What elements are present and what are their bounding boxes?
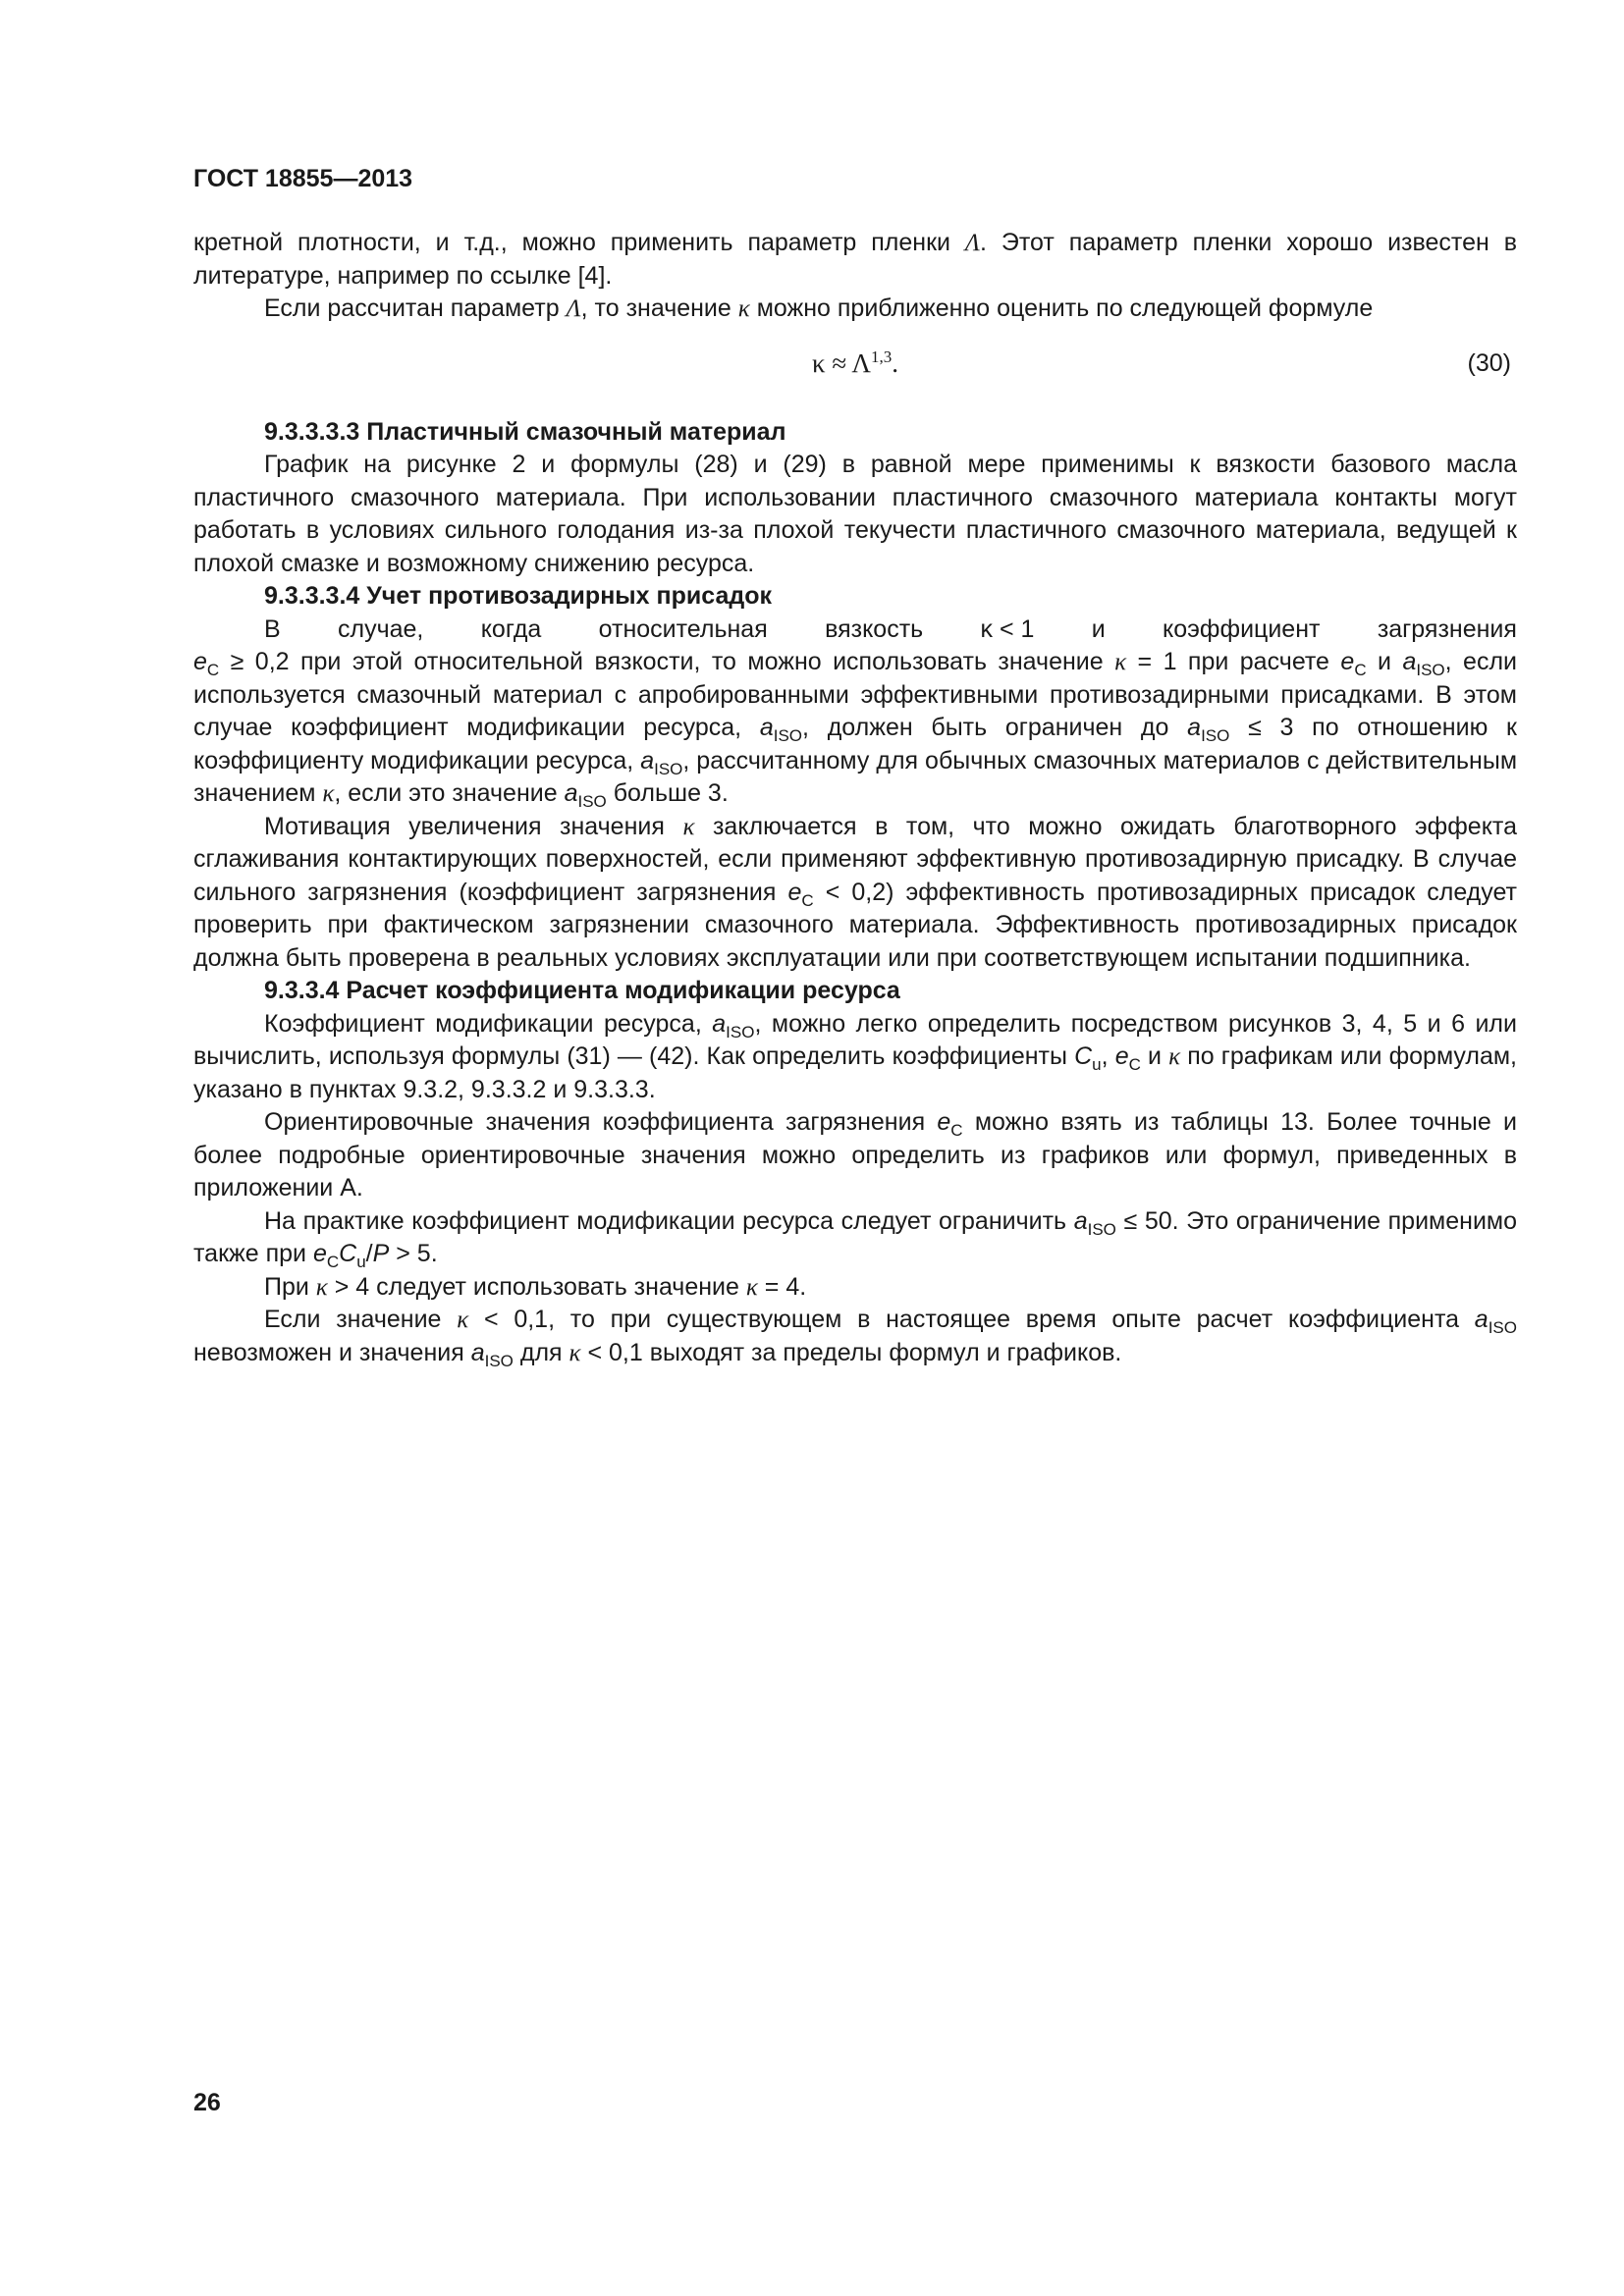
paragraph: На практике коэффициент модификации ресурса следует ограничить $a_{ISO} \le 50$. Это ограничение применимо также при $e_CC_u/P > 5$.	[193, 1206, 1518, 1271]
section-heading: 9.3.3.3.4 Учет противозадирных присадок	[264, 582, 773, 610]
paragraph: При κ > 4 следует использовать значение κ = 4.	[264, 1272, 807, 1301]
paragraph-first-line: В случае, когда относительная вязкость κ < 1 и коэффициент загрязнения	[264, 614, 1517, 643]
paragraph: Ориентировочные значения коэффициента загрязнения $e_C$ можно взять из таблицы 13. Более точные и более подробные ориентировочные значения можно определить из графиков или формул, приведенных в приложении А.	[193, 1108, 1517, 1201]
paragraph: Мотивация увеличения значения κ заключается в том, что можно ожидать благотворного эффекта сглаживания контактирующих поверхностей, если применяют эффективную противозадирную присадку. В случае сильного загрязнения (коэффициент загрязнения $e_C < 0,2$) эффективность противозадирных присадок следует проверить при фактическом загрязнении смазочного материала. Эффективность противозадирных присадок должна быть проверена в реальных условиях эксплуатации или при соответствующем испытании подшипника.	[193, 812, 1518, 972]
section-heading: 9.3.3.4 Расчет коэффициента модификации ресурса	[264, 977, 900, 1004]
formula-30	[193, 326, 1517, 416]
paragraph: Если значение κ < 0,1, то при существующем в настоящее время опыте расчет коэффициента $a_{ISO}$ невозможен и значения $a_{ISO}$ для κ < 0,1 выходят за пределы формул и графиков.	[193, 1306, 1517, 1370]
section-heading: 9.3.3.3.3 Пластичный смазочный материал	[264, 417, 786, 446]
paragraph: Если рассчитан параметр Λ, то значение κ можно приближенно оценить по следующей формуле	[264, 294, 1374, 322]
paragraph: Коэффициент модификации ресурса, $a_{ISO}$, можно легко определить посредством рисунков 3, 4, 5 и 6 или вычислить, используя формулы (31) — (42). Как определить коэффициенты $C_u$, $e_C$ и κ по графикам или формулам, указано в пунктах 9.3.2, 9.3.3.2 и 9.3.3.3.	[193, 1009, 1517, 1103]
formula-expression: κ ≈ Λ$^{1,3}$.	[812, 347, 899, 378]
paragraph: График на рисунке 2 и формулы (28) и (29) в равной мере применимы к вязкости базового масла пластичного смазочного материала. При использовании пластичного смазочного материала контакты могут работать в условиях сильного голодания из-за плохой текучести пластичного смазочного материала, ведущей к плохой смазке и возможному снижению ресурса.	[193, 451, 1517, 577]
page-number: 26	[193, 2089, 221, 2116]
paragraph: кретной плотности, и т.д., можно применить параметр пленки Λ. Этот параметр пленки хорошо известен в литературе, например по ссылке [4].	[193, 229, 1517, 290]
paragraph: $e_C \ge 0,2$ при этой относительной вязкости, то можно использовать значение κ = 1 при расчете $e_C$ и $a_{ISO}$, если используется смазочный материал с апробированными эффективными противозадирными присадками. В этом случае коэффициент модификации ресурса, $a_{ISO}$, должен быть ограничен до $a_{ISO} \le 3$ по отношению к коэффициенту модификации ресурса, $a_{ISO}$, рассчитанному для обычных смазочных материалов с действительным значением κ, если это значение $a_{ISO}$ больше 3.	[193, 648, 1518, 811]
page-content	[193, 227, 1517, 1369]
document-header: ГОСТ 18855—2013	[193, 165, 413, 192]
formula-number: (30)	[1467, 348, 1511, 377]
